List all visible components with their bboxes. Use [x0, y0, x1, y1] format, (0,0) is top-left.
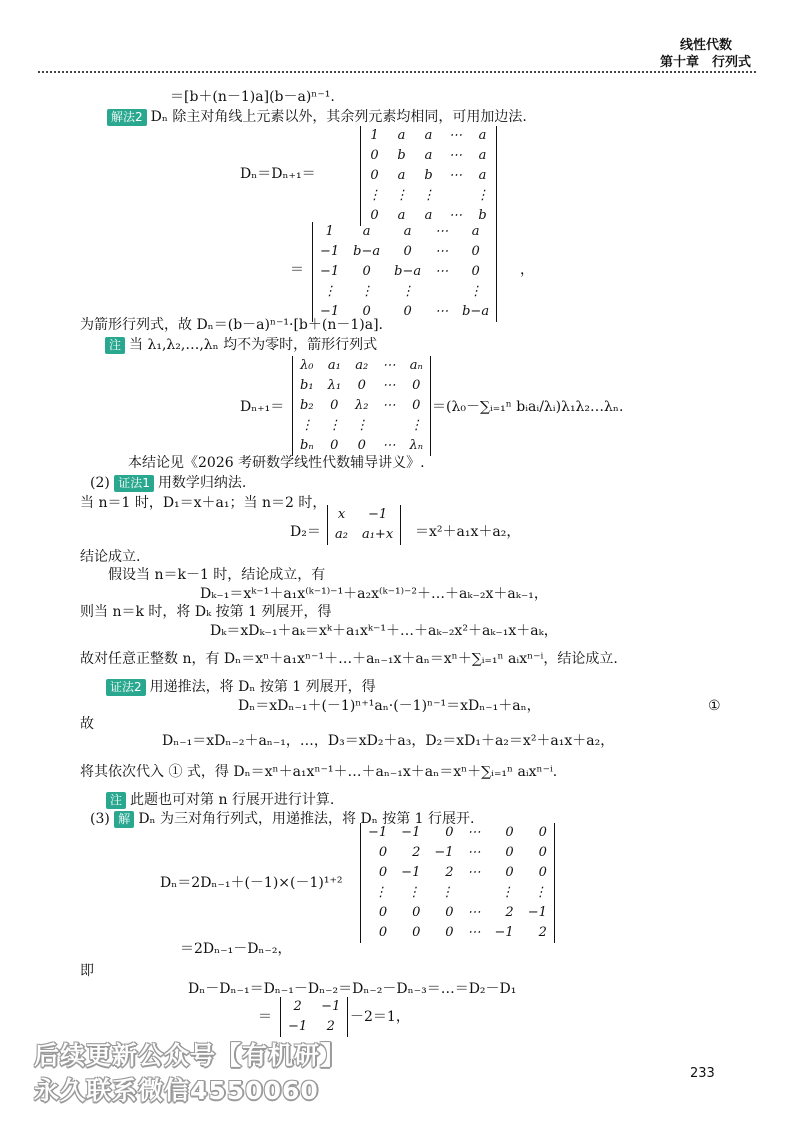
text-line: 则当 n＝k 时，将 Dₖ 按第 1 列展开，得 [80, 604, 332, 620]
matrix-cell: b [424, 168, 433, 183]
matrix-cell: −1 [401, 865, 421, 880]
matrix-cell: b [478, 208, 487, 223]
matrix-cell: 0 [445, 925, 454, 940]
matrix-cell: 0 [505, 845, 514, 860]
matrix-cell: ⋯ [449, 128, 462, 143]
text-line: Dₙ₋₁＝xDₙ₋₂＋aₙ₋₁，…，D₃＝xD₂＋a₃，D₂＝xD₁＋a₂＝x²＋a₁x＋a₂， [162, 733, 615, 749]
equation-marker: ① [708, 698, 721, 714]
text-line [107, 108, 527, 126]
equation-rhs: －2＝1， [350, 1009, 410, 1025]
matrix-cell: ⋮ [409, 418, 423, 433]
matrix-cell: 0 [330, 438, 339, 453]
matrix-cell: 0 [370, 208, 379, 223]
matrix-cell: ⋮ [374, 885, 388, 900]
matrix-cell: ⋮ [500, 885, 514, 900]
determinant-3 [292, 356, 431, 456]
matrix-cell: a [424, 208, 433, 223]
matrix-cell [428, 282, 455, 302]
matrix-cell: a [478, 168, 487, 183]
matrix-row [328, 525, 400, 545]
book-title: 线性代数 [680, 38, 733, 53]
matrix-cell: a [397, 128, 406, 143]
matrix-cell: a₁+x [361, 527, 394, 542]
matrix-cell: 0 [330, 398, 339, 413]
matrix-cell: ⋯ [467, 845, 481, 860]
determinant-4 [327, 505, 401, 545]
matrix-cell: a₁ [327, 358, 341, 373]
matrix-cell: 2 [293, 999, 302, 1014]
matrix-cell: ⋮ [355, 418, 369, 433]
matrix-cell: ⋮ [300, 418, 314, 433]
determinant-5 [360, 823, 555, 943]
text-line: 本结论见《2026 考研数学线性代数辅导讲义》. [128, 455, 425, 471]
text-line: 当 λ₁,λ₂,…,λₙ 均不为零时，箭形行列式 [129, 337, 378, 353]
matrix-cell: ⋮ [401, 284, 415, 299]
matrix-row [313, 242, 496, 262]
matrix-cell: 0 [412, 925, 421, 940]
matrix-cell [376, 416, 403, 436]
matrix-cell: ⋯ [382, 398, 396, 413]
matrix-cell: 2 [445, 865, 454, 880]
text-line: 故 [80, 716, 94, 732]
determinant-6 [280, 997, 348, 1037]
matrix-cell: ⋮ [323, 284, 337, 299]
matrix-cell: λ₂ [355, 398, 369, 413]
matrix-cell: λ₀ [300, 358, 314, 373]
equation-lhs: ＝ [258, 1009, 272, 1025]
matrix-cell: ⋮ [327, 418, 341, 433]
matrix-cell: 0 [412, 905, 421, 920]
matrix-cell [461, 883, 488, 903]
watermark-line-2: 永久联系微信4550060 [34, 1076, 319, 1105]
solution-tag: 解 [114, 811, 134, 828]
matrix-cell: ⋯ [467, 865, 481, 880]
matrix-cell: 0 [505, 825, 514, 840]
matrix-cell: ⋯ [467, 925, 481, 940]
matrix-cell: a₂ [355, 358, 369, 373]
matrix-cell: b₂ [300, 398, 314, 413]
text-line: ＝[b＋(n－1)a](b－a)ⁿ⁻¹. [170, 89, 335, 105]
matrix-row [361, 146, 496, 166]
text-line: Dₙ－Dₙ₋₁＝Dₙ₋₁－Dₙ₋₂＝Dₙ₋₂－Dₙ₋₃＝…＝D₂－D₁ [188, 981, 517, 997]
matrix-row [361, 863, 554, 883]
matrix-cell: ⋮ [533, 885, 547, 900]
equation-lhs: ＝ [290, 262, 304, 278]
matrix-cell: −1 [434, 845, 454, 860]
text-line: Dₙ＝xDₙ₋₁＋(－1)ⁿ⁺¹aₙ·(－1)ⁿ⁻¹＝xDₙ₋₁＋aₙ， [238, 698, 541, 714]
equation-rhs: ＝(λ₀－∑ᵢ₌₁ⁿ bᵢaᵢ/λᵢ)λ₁λ₂…λₙ. [432, 399, 624, 415]
equation-rhs: ＝x²＋a₁x＋a₂， [415, 524, 521, 540]
matrix-cell: b−a [394, 264, 422, 279]
matrix-row [361, 923, 554, 943]
matrix-row [293, 376, 430, 396]
text-line [90, 474, 246, 492]
matrix-cell: 0 [445, 825, 454, 840]
matrix-cell: 0 [445, 905, 454, 920]
matrix-cell: ⋯ [467, 905, 481, 920]
matrix-cell: 0 [362, 304, 371, 319]
text-line: 即 [80, 963, 94, 979]
text-line [106, 678, 376, 696]
matrix-row [361, 883, 554, 903]
matrix-row [328, 505, 400, 525]
note-tag: 注 [105, 337, 125, 354]
matrix-row [361, 166, 496, 186]
text-line: ＝2Dₙ₋₁－Dₙ₋₂， [180, 941, 292, 957]
watermark-line-1: 后续更新公众号【有机研】 [34, 1041, 347, 1070]
matrix-row [313, 262, 496, 282]
matrix-cell: b [397, 148, 406, 163]
text-line: 用递推法，将 Dₙ 按第 1 列展开，得 [149, 679, 376, 695]
matrix-cell: 2 [538, 925, 547, 940]
matrix-row [293, 416, 430, 436]
matrix-cell: 0 [370, 168, 379, 183]
matrix-cell: ⋯ [435, 244, 449, 259]
matrix-cell: a [397, 168, 406, 183]
matrix-cell: 0 [357, 378, 366, 393]
equation-lhs: Dₙ₊₁＝ [240, 399, 285, 415]
matrix-cell: ⋯ [382, 378, 396, 393]
matrix-cell: ⋮ [360, 284, 374, 299]
matrix-cell: 0 [378, 845, 388, 860]
matrix-cell: ⋮ [476, 188, 489, 203]
text-line: 故对任意正整数 n，有 Dₙ＝xⁿ＋a₁xⁿ⁻¹＋…＋aₙ₋₁x＋aₙ＝xⁿ＋∑ᵢ₌₁ⁿ aᵢxⁿ⁻ⁱ，结论成立. [80, 651, 618, 667]
matrix-cell: a [424, 148, 433, 163]
matrix-cell: a [478, 148, 487, 163]
matrix-cell: ⋮ [422, 188, 435, 203]
matrix-cell: ⋯ [467, 825, 481, 840]
matrix-cell: −1 [401, 825, 421, 840]
matrix-cell: ⋯ [435, 264, 449, 279]
equation-rhs: ， [520, 262, 534, 278]
matrix-row [361, 126, 496, 146]
matrix-cell: 0 [362, 264, 371, 279]
text-line: Dₙ 为三对角行列式，用递推法，将 Dₙ 按第 1 行展开. [138, 811, 475, 827]
matrix-cell: 0 [403, 304, 412, 319]
matrix-row [361, 903, 554, 923]
matrix-cell: 2 [412, 845, 421, 860]
matrix-cell: 0 [538, 825, 547, 840]
matrix-row [313, 282, 496, 302]
matrix-cell: 0 [412, 378, 421, 393]
matrix-cell: 0 [505, 865, 514, 880]
matrix-cell: 2 [326, 1019, 335, 1034]
matrix-cell: bₙ [300, 438, 314, 453]
chapter-title: 第十章 行列式 [660, 55, 752, 70]
matrix-cell: 0 [471, 244, 480, 259]
matrix-cell: a [403, 224, 412, 239]
text-line: 将其依次代入 ① 式，得 Dₙ＝xⁿ＋a₁xⁿ⁻¹＋…＋aₙ₋₁x＋aₙ＝xⁿ＋∑ᵢ₌₁ⁿ aᵢxⁿ⁻ⁱ. [80, 764, 558, 780]
matrix-cell: −1 [320, 244, 340, 259]
matrix-row [361, 823, 554, 843]
matrix-cell: x [337, 507, 346, 522]
header-divider [38, 71, 756, 73]
matrix-cell: 0 [538, 845, 547, 860]
note-tag: 注 [106, 792, 126, 809]
matrix-cell: ⋯ [382, 358, 396, 373]
text-line: 用数学归纳法. [157, 475, 247, 491]
matrix-cell: 0 [403, 244, 412, 259]
text-line: 当 n＝1 时，D₁＝x＋a₁；当 n＝2 时， [80, 495, 327, 511]
text-line [105, 336, 377, 354]
determinant-2 [312, 222, 497, 322]
matrix-cell: a [424, 128, 433, 143]
matrix-cell: 0 [538, 865, 547, 880]
text-line: 为箭形行列式，故 Dₙ＝(b－a)ⁿ⁻¹·[b＋(n－1)a]. [80, 317, 384, 333]
matrix-cell: 0 [471, 264, 480, 279]
matrix-cell: −1 [320, 264, 340, 279]
matrix-cell: ⋯ [449, 168, 462, 183]
matrix-cell: 0 [378, 905, 388, 920]
text-line: 结论成立. [80, 549, 141, 565]
matrix-cell [442, 186, 469, 206]
matrix-cell: −1 [368, 825, 388, 840]
matrix-cell: ⋯ [449, 208, 462, 223]
matrix-cell: a [397, 208, 406, 223]
matrix-cell: −1 [494, 925, 514, 940]
page-number: 233 [690, 1066, 715, 1081]
matrix-cell: ⋯ [435, 304, 449, 319]
matrix-cell: 0 [357, 438, 366, 453]
method-tag: 解法2 [107, 109, 147, 126]
text-line: 此题也可对第 n 行展开进行计算. [130, 792, 335, 808]
matrix-cell: ⋮ [395, 188, 408, 203]
determinant-1 [360, 126, 497, 226]
item-number: (2) [90, 475, 110, 491]
matrix-cell: aₙ [409, 358, 423, 373]
method-tag: 证法2 [106, 679, 146, 696]
matrix-cell: 0 [378, 925, 388, 940]
matrix-cell: λ₁ [327, 378, 342, 393]
matrix-row [281, 1017, 347, 1037]
text-line [106, 791, 334, 809]
matrix-row [361, 186, 496, 206]
text-line: Dₖ₋₁＝xᵏ⁻¹＋a₁x⁽ᵏ⁻¹⁾⁻¹＋a₂x⁽ᵏ⁻¹⁾⁻²＋…＋aₖ₋₂x＋aₖ₋₁， [200, 586, 548, 602]
matrix-cell: b−a [353, 244, 381, 259]
equation-lhs: Dₙ＝Dₙ₊₁＝ [240, 166, 316, 182]
matrix-cell: a [478, 128, 487, 143]
matrix-cell: 1 [325, 224, 334, 239]
equation-lhs: Dₙ＝2Dₙ₋₁＋(－1)×(－1)¹⁺² [160, 875, 343, 891]
matrix-cell: 0 [412, 398, 421, 413]
matrix-cell: b₁ [300, 378, 314, 393]
item-number: (3) [90, 811, 110, 827]
matrix-cell: a [471, 224, 480, 239]
matrix-cell: ⋯ [435, 224, 449, 239]
matrix-row [293, 396, 430, 416]
matrix-cell: −1 [367, 507, 388, 522]
matrix-cell: a [362, 224, 371, 239]
matrix-cell: ⋮ [407, 885, 421, 900]
matrix-row [361, 843, 554, 863]
matrix-cell: ⋯ [382, 438, 396, 453]
matrix-cell: 2 [505, 905, 514, 920]
matrix-row [293, 436, 430, 456]
equation-lhs: D₂＝ [290, 524, 321, 540]
matrix-cell: −1 [320, 304, 340, 319]
text-line: 假设当 n＝k－1 时，结论成立，有 [108, 567, 326, 583]
method-tag: 证法1 [114, 475, 154, 492]
matrix-cell: ⋮ [469, 284, 483, 299]
matrix-cell: ⋮ [368, 188, 381, 203]
matrix-cell: −1 [321, 999, 341, 1014]
matrix-row [293, 356, 430, 376]
matrix-cell: a₂ [335, 527, 348, 542]
matrix-cell: b−a [462, 304, 490, 319]
matrix-cell: 0 [378, 865, 388, 880]
matrix-cell: −1 [288, 1019, 308, 1034]
matrix-row [313, 222, 496, 242]
matrix-cell: λₙ [409, 438, 424, 453]
matrix-cell: ⋯ [449, 148, 462, 163]
matrix-cell: ⋮ [440, 885, 454, 900]
matrix-cell: 1 [370, 128, 379, 143]
matrix-cell: 0 [370, 148, 379, 163]
text-line: Dₖ＝xDₖ₋₁＋aₖ＝xᵏ＋a₁xᵏ⁻¹＋…＋aₖ₋₂x²＋aₖ₋₁x＋aₖ， [210, 623, 558, 639]
matrix-row [281, 997, 347, 1017]
matrix-cell: −1 [527, 905, 547, 920]
text-line: Dₙ 除主对角线上元素以外，其余列元素均相同，可用加边法. [150, 109, 527, 125]
